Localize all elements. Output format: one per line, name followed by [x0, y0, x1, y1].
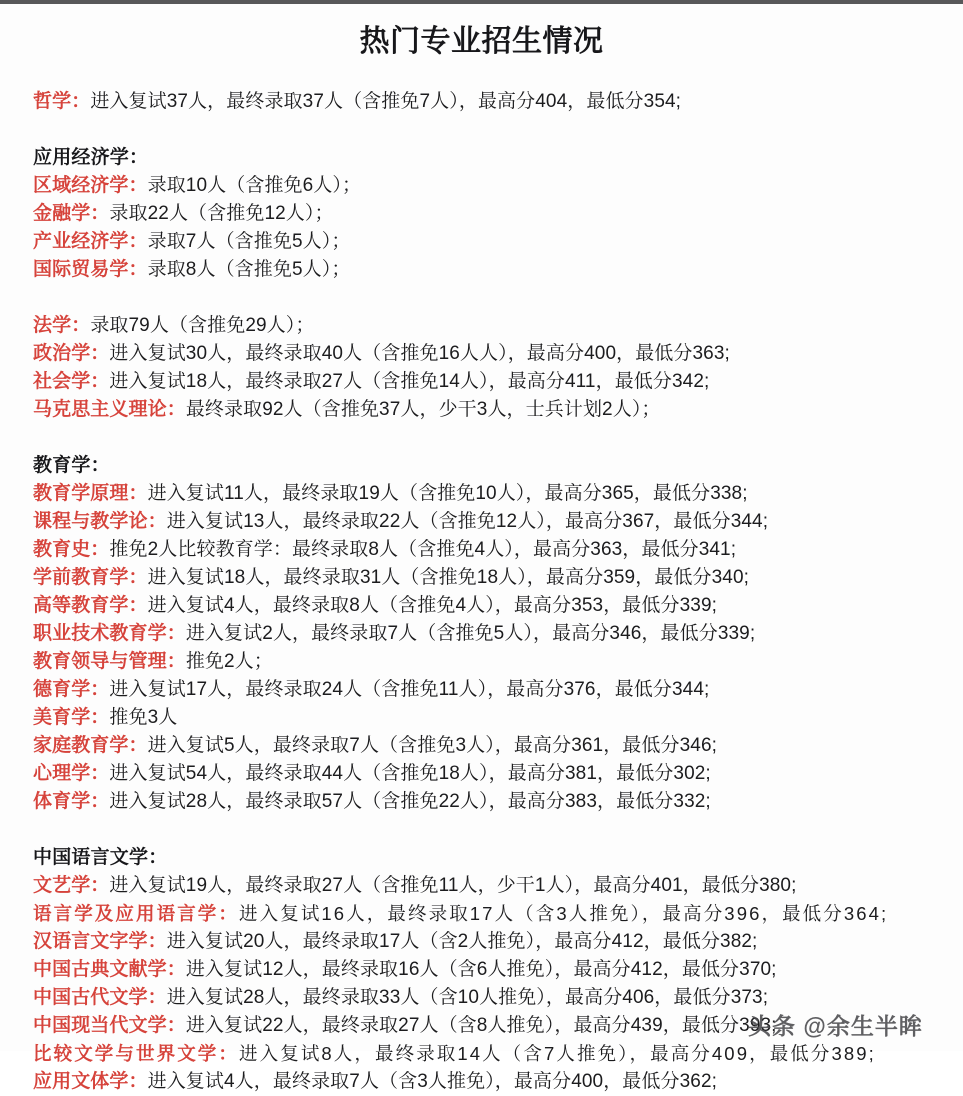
major-name-label: 区域经济学： [33, 175, 148, 196]
major-detail-text: 推免3人 [109, 707, 178, 728]
major-entry [33, 564, 963, 592]
major-entry [33, 872, 963, 900]
major-name-label: 中国现当代文学： [33, 1015, 186, 1036]
major-entry [33, 228, 963, 256]
major-detail-text: 进入复试22人，最终录取27人（含8人推免），最高分439，最低分393; [185, 1015, 777, 1036]
section-law-politics [33, 312, 963, 424]
section-education [33, 452, 963, 816]
major-name-label: 课程与教学论： [33, 511, 167, 532]
major-entry [33, 536, 963, 564]
major-detail-text: 进入复试18人，最终录取27人（含推免14人），最高分411，最低分342; [109, 371, 710, 392]
major-entry [33, 256, 963, 284]
top-divider-rule [0, 0, 963, 4]
major-detail-text: 进入复试20人，最终录取17人（含2人推免），最高分412，最低分382; [166, 931, 758, 952]
major-name-label: 政治学： [33, 343, 110, 364]
major-detail-text: 进入复试13人，最终录取22人（含推免12人），最高分367，最低分344; [166, 511, 769, 532]
section-philosophy [33, 88, 963, 116]
major-name-label: 语言学及应用语言学： [33, 903, 240, 924]
major-detail-text: 录取10人（含推免6人）； [147, 175, 362, 196]
section-chinese-language-literature [33, 844, 963, 1096]
section-spacer [33, 284, 963, 312]
major-detail-text: 进入复试8人，最终录取14人（含7人推免），最高分409，最低分389; [239, 1043, 876, 1064]
major-name-label: 国际贸易学： [33, 259, 148, 280]
major-entry [33, 88, 963, 116]
major-detail-text: 录取7人（含推免5人）； [147, 231, 351, 252]
major-entry [33, 900, 963, 928]
major-name-label: 比较文学与世界文学： [33, 1043, 240, 1064]
major-name-label: 产业经济学： [33, 231, 148, 252]
major-detail-text: 录取22人（含推免12人）； [109, 203, 334, 224]
major-detail-text: 进入复试16人，最终录取17人（含3人推免），最高分396，最低分364; [239, 903, 889, 924]
major-entry [33, 732, 963, 760]
major-entry [33, 508, 963, 536]
major-name-label: 教育学原理： [33, 483, 148, 504]
major-entry [33, 396, 963, 424]
major-entry [33, 760, 963, 788]
major-entry [33, 1040, 963, 1068]
major-name-label: 汉语言文字学： [33, 931, 167, 952]
major-name-label: 家庭教育学： [33, 735, 148, 756]
major-entry [33, 368, 963, 396]
major-name-label: 马克思主义理论： [33, 399, 186, 420]
major-detail-text: 进入复试19人，最终录取27人（含推免11人，少干1人），最高分401，最低分380; [109, 875, 797, 896]
major-detail-text: 录取8人（含推免5人）； [147, 259, 351, 280]
major-entry [33, 1068, 963, 1096]
major-entry [33, 312, 963, 340]
major-name-label: 学前教育学： [33, 567, 148, 588]
section-applied-economics [33, 144, 963, 284]
major-entry [33, 704, 963, 732]
major-detail-text: 进入复试17人，最终录取24人（含推免11人），最高分376，最低分344; [109, 679, 710, 700]
major-entry [33, 648, 963, 676]
major-detail-text: 推免2人比较教育学：最终录取8人（含推免4人），最高分363，最低分341; [109, 539, 737, 560]
major-detail-text: 进入复试5人，最终录取7人（含推免3人），最高分361，最低分346; [147, 735, 717, 756]
major-detail-text: 进入复试12人，最终录取16人（含6人推免），最高分412，最低分370; [185, 959, 777, 980]
major-detail-text: 进入复试18人，最终录取31人（含推免18人），最高分359，最低分340; [147, 567, 749, 588]
major-entry [33, 172, 963, 200]
major-name-label: 中国古典文献学： [33, 959, 186, 980]
major-entry [33, 788, 963, 816]
major-detail-text: 进入复试4人，最终录取7人（含3人推免），最高分400，最低分362; [147, 1071, 717, 1092]
major-detail-text: 推免2人； [185, 651, 273, 672]
page-title: 热门专业招生情况 [359, 25, 604, 58]
major-name-label: 应用文体学： [33, 1071, 148, 1092]
major-name-label: 社会学： [33, 371, 110, 392]
major-detail-text: 进入复试37人，最终录取37人（含推免7人），最高分404，最低分354; [90, 91, 682, 112]
major-entry [33, 200, 963, 228]
major-name-label: 德育学： [33, 679, 110, 700]
major-name-label: 教育领导与管理： [33, 651, 186, 672]
major-name-label: 中国古代文学： [33, 987, 167, 1008]
watermark-label: 头条 @余生半眸 [748, 1013, 923, 1039]
major-name-label: 金融学： [33, 203, 110, 224]
major-name-label: 体育学： [33, 791, 110, 812]
major-name-label: 哲学： [33, 91, 91, 112]
major-detail-text: 进入复试11人，最终录取19人（含推免10人），最高分365，最低分338; [147, 483, 748, 504]
section-spacer [33, 424, 963, 452]
major-detail-text: 进入复试28人，最终录取33人（含10人推免），最高分406，最低分373; [166, 987, 769, 1008]
major-detail-text: 最终录取92人（含推免37人，少干3人，士兵计划2人）； [185, 399, 661, 420]
major-name-label: 文艺学： [33, 875, 110, 896]
major-entry [33, 340, 963, 368]
major-detail-text: 进入复试28人，最终录取57人（含推免22人），最高分383，最低分332; [109, 791, 711, 812]
major-name-label: 教育史： [33, 539, 110, 560]
section-header: 应用经济学： [33, 147, 149, 168]
section-spacer [33, 816, 963, 844]
major-name-label: 美育学： [33, 707, 110, 728]
major-detail-text: 进入复试4人，最终录取8人（含推免4人），最高分353，最低分339; [147, 595, 717, 616]
major-name-label: 职业技术教育学： [33, 623, 186, 644]
major-entry [33, 928, 963, 956]
major-name-label: 心理学： [33, 763, 110, 784]
major-entry [33, 676, 963, 704]
major-detail-text: 进入复试30人，最终录取40人（含推免16人人），最高分400，最低分363; [109, 343, 730, 364]
major-detail-text: 进入复试2人，最终录取7人（含推免5人），最高分346，最低分339; [185, 623, 756, 644]
major-detail-text: 录取79人（含推免29人）； [90, 315, 315, 336]
major-entry [33, 620, 963, 648]
section-spacer [33, 116, 963, 144]
admissions-content [33, 88, 963, 1096]
major-name-label: 法学： [33, 315, 91, 336]
major-entry [33, 480, 963, 508]
major-entry [33, 956, 963, 984]
major-entry [33, 592, 963, 620]
major-name-label: 高等教育学： [33, 595, 148, 616]
section-header: 教育学： [33, 455, 110, 476]
section-header: 中国语言文学： [33, 847, 168, 868]
major-detail-text: 进入复试54人，最终录取44人（含推免18人），最高分381，最低分302; [109, 763, 711, 784]
